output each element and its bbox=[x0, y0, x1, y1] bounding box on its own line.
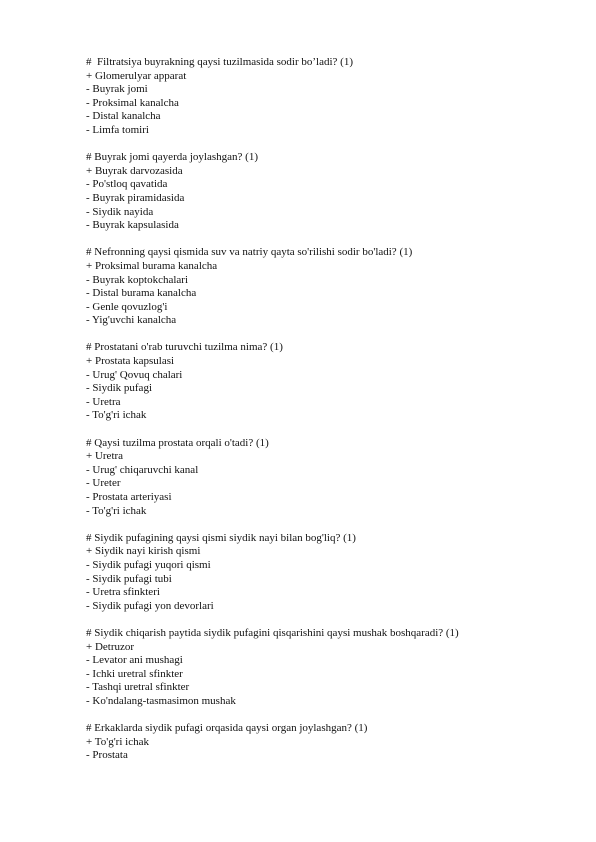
answer-option: - Uretra bbox=[86, 395, 121, 408]
answer-option: + Proksimal burama kanalcha bbox=[86, 259, 218, 272]
document-page bbox=[86, 56, 566, 776]
answer-option: - Uretra sfinkteri bbox=[86, 586, 160, 599]
answer-option: - Distal kanalcha bbox=[86, 110, 161, 123]
answer-option: + Prostata kapsulasi bbox=[86, 355, 175, 368]
answer-option: - Yig'uvchi kanalcha bbox=[86, 314, 177, 327]
answer-option: - Siydik nayida bbox=[86, 205, 154, 218]
question-text: # Prostatani o'rab turuvchi tuzilma nima? (1) bbox=[86, 341, 283, 354]
answer-option: - Proksimal kanalcha bbox=[86, 96, 179, 109]
answer-option: - Siydik pufagi bbox=[86, 382, 152, 395]
answer-option: - To'g'ri ichak bbox=[86, 504, 147, 517]
answer-option: - To'g'ri ichak bbox=[86, 409, 147, 422]
answer-option: - Ko'ndalang-tasmasimon mushak bbox=[86, 694, 236, 707]
question-block bbox=[86, 341, 566, 423]
answer-option: - Ichki uretral sfinkter bbox=[86, 667, 183, 680]
answer-option: - Distal burama kanalcha bbox=[86, 287, 197, 300]
question-block bbox=[86, 56, 566, 138]
answer-option: - Siydik pufagi yuqori qismi bbox=[86, 558, 211, 571]
answer-option: - Prostata bbox=[86, 749, 128, 762]
question-text: # Nefronning qaysi qismida suv va natriy qayta so'rilishi sodir bo'ladi? (1) bbox=[86, 246, 413, 259]
answer-option: - Urug' Qovuq chalari bbox=[86, 368, 183, 381]
question-text: # Erkaklarda siydik pufagi orqasida qaysi organ joylashgan? (1) bbox=[86, 722, 368, 735]
question-text: # Filtratsiya buyrakning qaysi tuzilmasida sodir bo’ladi? (1) bbox=[86, 56, 354, 68]
answer-option: - Siydik pufagi yon devorlari bbox=[86, 599, 214, 612]
answer-option: - Tashqi uretral sfinkter bbox=[86, 681, 190, 694]
answer-option: - Genle qovuzlog'i bbox=[86, 300, 168, 313]
question-block bbox=[86, 246, 566, 328]
answer-option: - Limfa tomiri bbox=[86, 123, 149, 136]
question-block bbox=[86, 722, 566, 763]
answer-option: - Prostata arteriyasi bbox=[86, 491, 172, 503]
answer-option: - Buyrak kapsulasida bbox=[86, 219, 179, 232]
answer-option: + Glomerulyar apparat bbox=[86, 69, 187, 82]
answer-option: - Buyrak piramidasida bbox=[86, 191, 185, 204]
answer-option: + To'g'ri ichak bbox=[86, 735, 149, 748]
answer-option: + Siydik nayi kirish qismi bbox=[86, 545, 201, 558]
question-block bbox=[86, 627, 566, 709]
answer-option: + Detruzor bbox=[86, 640, 135, 653]
answer-option: - Buyrak koptokchalari bbox=[86, 273, 189, 286]
answer-option: - Ureter bbox=[86, 477, 121, 490]
answer-option: + Buyrak darvozasida bbox=[86, 164, 183, 177]
question-text: # Siydik pufagining qaysi qismi siydik nayi bilan bog'liq? (1) bbox=[86, 531, 356, 544]
question-block bbox=[86, 437, 566, 519]
question-text: # Buyrak jomi qayerda joylashgan? (1) bbox=[86, 151, 258, 164]
question-block bbox=[86, 151, 566, 233]
answer-option: - Buyrak jomi bbox=[86, 83, 148, 96]
question-block bbox=[86, 532, 566, 614]
answer-option: + Uretra bbox=[86, 450, 124, 463]
answer-option: - Po'stloq qavatida bbox=[86, 178, 168, 191]
answer-option: - Levator ani mushagi bbox=[86, 654, 183, 667]
question-text: # Qaysi tuzilma prostata orqali o'tadi? (1) bbox=[86, 436, 269, 449]
answer-option: - Siydik pufagi tubi bbox=[86, 572, 172, 585]
question-text: # Siydik chiqarish paytida siydik pufagini qisqarishini qaysi mushak boshqaradi? (1) bbox=[86, 626, 459, 639]
answer-option: - Urug' chiqaruvchi kanal bbox=[86, 463, 199, 476]
